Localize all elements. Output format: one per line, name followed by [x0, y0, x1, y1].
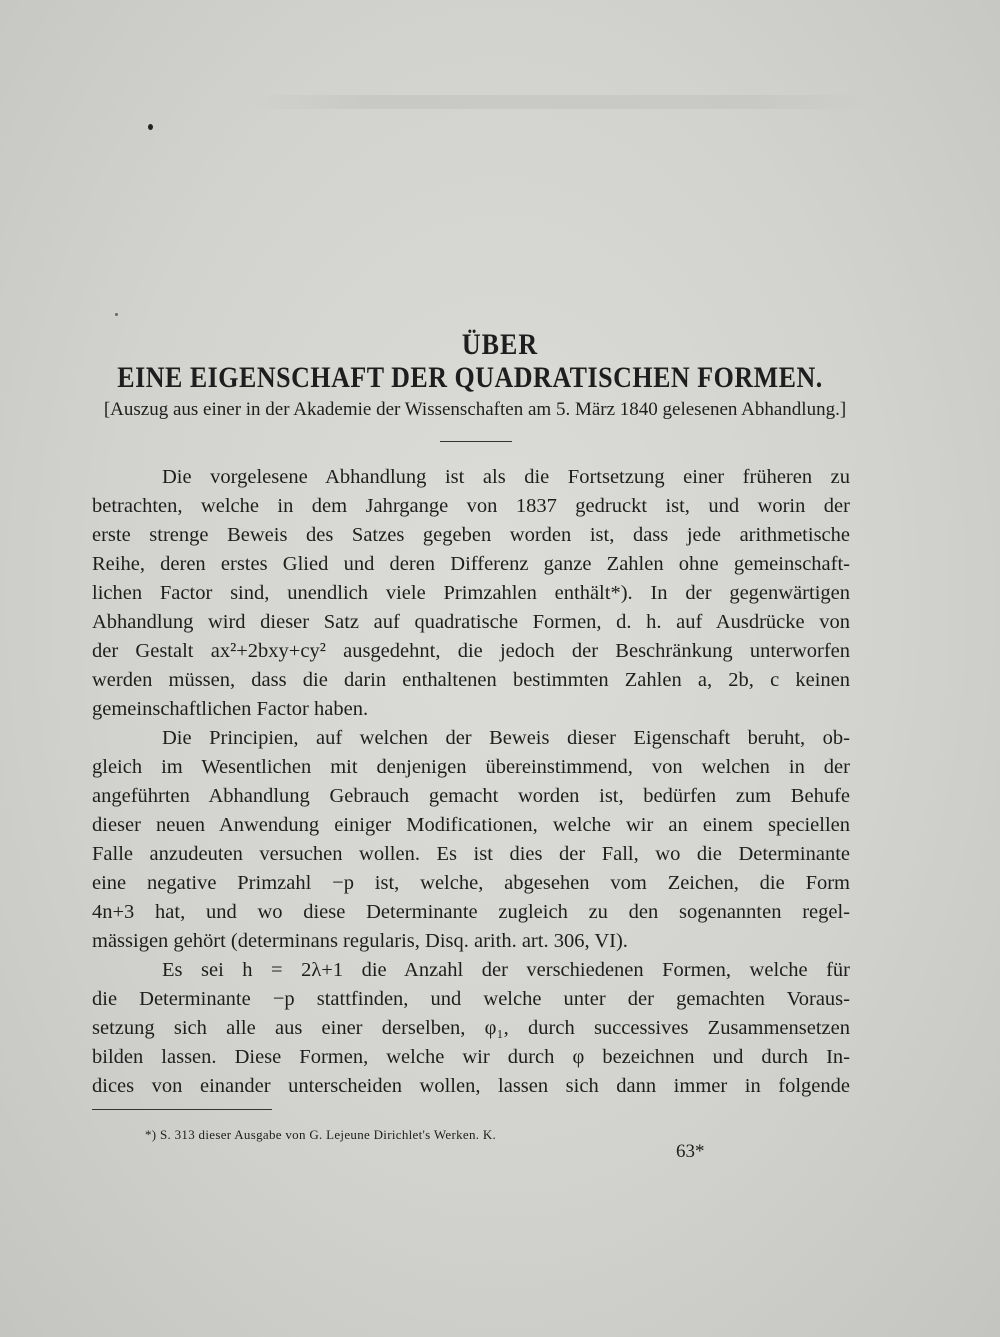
text-line: Die vorgelesene Abhandlung ist als die Fortsetzung einer früheren zu [162, 466, 850, 488]
footnote-divider [92, 1109, 272, 1110]
text-line: werden müssen, dass die darin enthaltenen bestimmten Zahlen a, 2b, c keinen [92, 669, 850, 691]
title-divider [440, 441, 512, 442]
text-line: angeführten Abhandlung Gebrauch gemacht worden ist, bedürfen zum Behufe [92, 785, 850, 807]
title-line-1: ÜBER [461, 327, 539, 362]
text-line: eine negative Primzahl −p ist, welche, abgesehen vom Zeichen, die Form [92, 872, 850, 894]
speck-mark [115, 313, 118, 316]
bleed-through-shadow [250, 95, 870, 109]
page-number: 63* [676, 1141, 705, 1162]
footnote: *) S. 313 dieser Ausgabe von G. Lejeune Dirichlet's Werken. K. [145, 1127, 497, 1142]
text-line: Falle anzudeuten versuchen wollen. Es ist dies der Fall, wo die Determinante [92, 843, 850, 865]
text-line: der Gestalt ax²+2bxy+cy² ausgedehnt, die jedoch der Beschränkung unterworfen [92, 640, 850, 662]
text-line: Die Principien, auf welchen der Beweis dieser Eigenschaft beruht, ob- [162, 727, 850, 749]
text-line: setzung sich alle aus einer derselben, φ₁, durch successives Zusammensetzen [92, 1017, 850, 1039]
text-line: bilden lassen. Diese Formen, welche wir durch φ bezeichnen und durch In- [92, 1046, 850, 1068]
text-line: Es sei h = 2λ+1 die Anzahl der verschiedenen Formen, welche für [162, 959, 850, 981]
body-text [92, 463, 850, 1101]
text-line: dices von einander unterscheiden wollen, lassen sich dann immer in folgende [92, 1075, 850, 1097]
text-line: dieser neuen Anwendung einiger Modificationen, welche wir an einem speciellen [92, 814, 850, 836]
text-line: gleich im Wesentlichen mit denjenigen übereinstimmend, von welchen in der [92, 756, 850, 778]
text-line: gemeinschaftlichen Factor haben. [92, 698, 369, 720]
title-line-2: EINE EIGENSCHAFT DER QUADRATISCHEN FORMEN. [117, 360, 823, 395]
subtitle: [Auszug aus einer in der Akademie der Wissenschaften am 5. März 1840 gelesenen Abhandlung.] [103, 399, 847, 420]
text-line: die Determinante −p stattfinden, und welche unter der gemachten Voraus- [92, 988, 850, 1010]
text-line: Reihe, deren erstes Glied und deren Differenz ganze Zahlen ohne gemeinschaft- [92, 553, 850, 575]
text-line: betrachten, welche in dem Jahrgange von 1837 gedruckt ist, und worin der [92, 495, 850, 517]
text-line: erste strenge Beweis des Satzes gegeben worden ist, dass jede arithmetische [92, 524, 850, 546]
text-line: 4n+3 hat, und wo diese Determinante zugleich zu den sogenannten regel- [92, 901, 850, 923]
text-line: lichen Factor sind, unendlich viele Primzahlen enthält*). In der gegenwärtigen [92, 582, 850, 604]
speck-mark [148, 124, 153, 130]
text-line: Abhandlung wird dieser Satz auf quadratische Formen, d. h. auf Ausdrücke von [92, 611, 850, 633]
text-line: mässigen gehört (determinans regularis, Disq. arith. art. 306, VI). [92, 930, 628, 952]
